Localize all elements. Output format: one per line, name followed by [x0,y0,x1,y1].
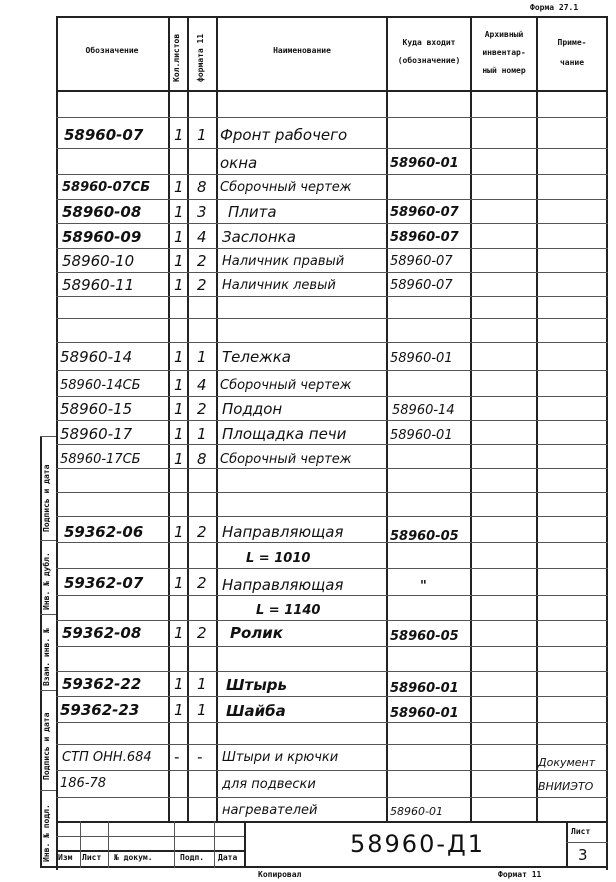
row-line [56,744,608,745]
row12-name: Сборочный чертеж [220,452,352,467]
row-line [56,370,608,371]
row-line [56,671,608,672]
row17-qty: 1 [174,624,184,642]
title-col-sign: Подп. [180,853,205,862]
row4-designation: 58960-08 [62,203,142,221]
row10-qty: 1 [174,400,184,418]
row9-format: 4 [197,376,207,394]
row21-note: ВНИИЭТО [538,780,594,793]
col-line [187,16,189,821]
row4-format: 3 [197,203,207,221]
row3-name: Сборочный чертеж [220,180,352,195]
row6-qty: 1 [174,252,184,270]
sheet-label: Лист [571,827,591,836]
row12-format: 8 [197,450,207,468]
title-row-line [566,842,608,843]
row-line [56,516,608,517]
row-line [56,174,608,175]
row1-name: Фронт рабочего [220,126,348,144]
row6-designation: 58960-10 [62,252,135,270]
col-line [168,16,170,821]
row-line [56,797,608,798]
row4-qty: 1 [174,203,184,221]
row-line [56,542,608,543]
sheet-number: 3 [578,846,588,864]
side-line [40,790,56,791]
header-note-2: чание [559,58,585,67]
row-line [56,199,608,200]
header-bottom-line [56,90,608,92]
side-label-sign-date-2: Подпись и дата [42,712,51,780]
row3-designation: 58960-07СБ [62,180,151,195]
row6-goes-into: 58960-07 [390,254,453,269]
form-number: Форма 27.1 [530,3,579,12]
row17-goes-into: 58960-05 [390,629,459,644]
title-col-line [174,821,175,868]
row15-qty: 1 [174,574,184,592]
row9-name: Сборочный чертеж [220,378,352,393]
row-line [56,444,608,445]
row6-format: 2 [197,252,207,270]
row17-designation: 59362-08 [62,624,142,642]
row-line [56,318,608,319]
row7-name: Наличник левый [222,278,336,293]
row15-goes-into: " [420,579,427,594]
row2-name: окна [220,154,258,172]
row10-goes-into: 58960-14 [392,403,455,418]
row-line [56,117,608,118]
row17-name: Ролик [230,624,283,642]
row-line [56,272,608,273]
col-line [216,16,218,821]
row-line [56,223,608,224]
row7-goes-into: 58960-07 [390,278,453,293]
title-col-date: Дата [218,853,238,862]
frame-top [56,16,608,18]
row-line [56,248,608,249]
side-line [40,540,56,541]
title-row-line [56,836,244,837]
row20-name: Штыри и крючки [222,750,339,765]
title-row-line [56,850,244,852]
row11-designation: 58960-17 [60,425,133,443]
row9-qty: 1 [174,376,184,394]
row3-format: 8 [197,178,207,196]
row-line [56,568,608,569]
title-col-line [244,821,246,868]
row-line [56,770,608,771]
row12-qty: 1 [174,450,184,468]
row13-goes-into: 58960-05 [390,529,459,544]
row5-format: 4 [197,228,207,246]
title-col-change: Изм [58,853,73,862]
row22-name: нагревателей [222,803,318,818]
row-line [56,722,608,723]
side-line [40,436,56,437]
row18-format: 1 [197,675,207,693]
row-line [56,595,608,596]
row20-note: Документ [538,756,596,769]
row11-goes-into: 58960-01 [390,428,453,443]
document-code: 58960-Д1 [350,830,486,858]
row-line [56,620,608,621]
title-col-docnum: № докум. [114,853,153,862]
format-label: Формат 11 [498,870,542,879]
row4-name: Плита [228,203,277,221]
title-col-line [80,821,81,868]
frame-right [606,16,608,870]
row6-name: Наличник правый [222,254,345,269]
frame-left [56,16,58,870]
row14-name: L = 1010 [246,551,311,566]
row20-qty: - [174,748,180,766]
row19-qty: 1 [174,701,184,719]
row15-name: Направляющая [222,576,344,594]
side-line [40,614,56,615]
row18-name: Штырь [226,676,288,694]
row-line [56,696,608,697]
row5-qty: 1 [174,228,184,246]
side-label-orig-inv: Инв. № подл. [42,804,51,862]
row8-designation: 58960-14 [60,348,133,366]
row13-name: Направляющая [222,523,344,541]
row15-designation: 59362-07 [64,574,144,592]
row20-designation: СТП ОНН.684 [62,750,152,765]
row-line [56,646,608,647]
row10-format: 2 [197,400,207,418]
row19-format: 1 [197,701,207,719]
title-block-top [56,821,608,823]
row5-goes-into: 58960-07 [390,230,459,245]
side-line [40,690,56,691]
col-line [536,16,538,821]
title-col-line [214,821,215,868]
row5-designation: 58960-09 [62,228,142,246]
row18-designation: 59362-22 [62,675,142,693]
row15-format: 2 [197,574,207,592]
row8-qty: 1 [174,348,184,366]
header-archive-3: ный номер [482,66,526,75]
row-line [56,148,608,149]
row12-designation: 58960-17СБ [60,452,141,467]
header-goes-into-2: (обозначение) [397,56,461,65]
col-line [386,16,388,821]
row-line [56,492,608,493]
title-col-line [108,821,109,868]
row11-name: Площадка печи [222,425,347,443]
row22-goes-into: 58960-01 [390,805,443,818]
row21-designation: 186-78 [60,776,107,791]
header-format-1: формата 11 [196,33,205,82]
row19-goes-into: 58960-01 [390,706,459,721]
header-note-1: Приме- [557,38,587,47]
row8-format: 1 [197,348,207,366]
row10-name: Поддон [222,400,283,418]
row17-format: 2 [197,624,207,642]
row1-qty: 1 [174,126,184,144]
header-qty-sheets: Кол.листов [172,33,181,82]
side-label-sign-date-1: Подпись и дата [42,464,51,532]
title-col-sheet: Лист [82,853,102,862]
header-archive-1: Архивный [484,30,524,39]
row11-qty: 1 [174,425,184,443]
row2-goes-into: 58960-01 [390,156,459,171]
title-col-line [566,821,568,868]
row5-name: Заслонка [222,228,296,246]
row3-qty: 1 [174,178,184,196]
copied-label: Копировал [258,870,302,879]
row8-goes-into: 58960-01 [390,351,453,366]
header-goes-into-1: Куда входит [402,38,456,47]
row9-designation: 58960-14СБ [60,378,141,393]
side-label-dupl-inv: Инв. № дубл. [42,552,51,610]
row-line [56,296,608,297]
row1-format: 1 [197,126,207,144]
row19-designation: 59362-23 [60,701,140,719]
row13-format: 2 [197,523,207,541]
row21-name: для подвески [222,777,316,792]
row1-designation: 58960-07 [64,126,144,144]
row7-designation: 58960-11 [62,276,135,294]
frame-bottom [40,866,608,868]
row19-name: Шайба [226,702,286,720]
row18-qty: 1 [174,675,184,693]
row10-designation: 58960-15 [60,400,133,418]
header-name: Наименование [273,46,331,55]
header-archive-2: инвентар- [482,48,526,57]
row7-format: 2 [197,276,207,294]
row8-name: Тележка [222,348,291,366]
row11-format: 1 [197,425,207,443]
row16-name: L = 1140 [256,603,321,618]
row20-format: - [197,748,203,766]
row4-goes-into: 58960-07 [390,205,459,220]
header-designation: Обозначение [85,46,139,55]
row18-goes-into: 58960-01 [390,681,459,696]
col-line [470,16,472,821]
row13-designation: 59362-06 [64,523,144,541]
side-label-replace-inv: Взам. инв. № [42,628,51,686]
row13-qty: 1 [174,523,184,541]
row-line [56,396,608,397]
row-line [56,420,608,421]
row-line [56,342,608,343]
row7-qty: 1 [174,276,184,294]
